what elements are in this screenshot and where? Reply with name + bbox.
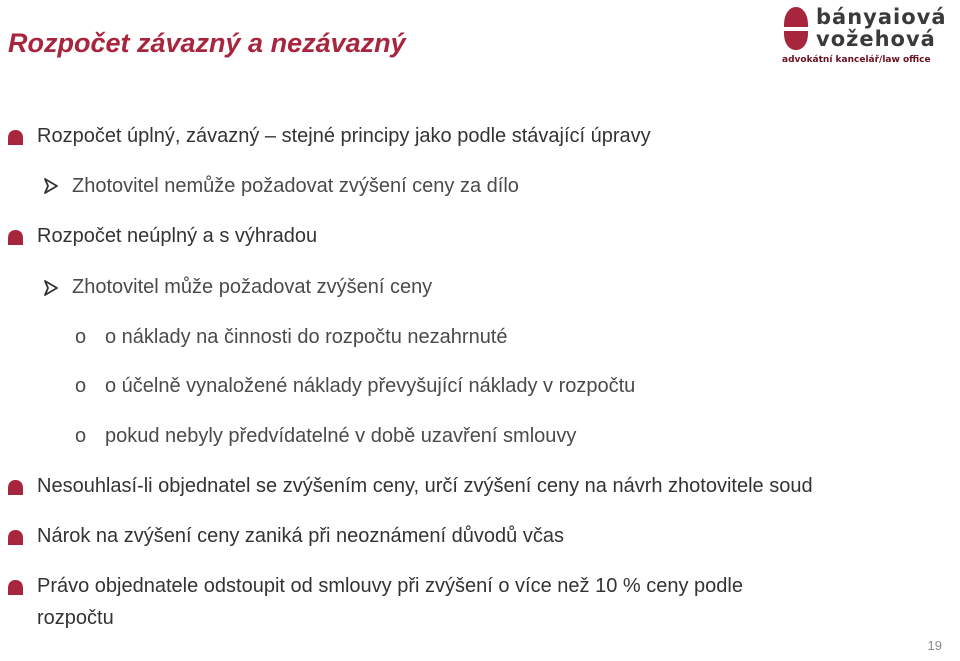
bullet-o: o [75,375,87,397]
list-item: Rozpočet neúplný a s výhradou [37,225,318,247]
bullet-o: o [75,326,87,348]
logo-subtitle: advokátní kancelář/law office [782,55,931,65]
logo-name-line2: vožehová [816,27,936,51]
red-shape-icon [7,129,24,146]
list-item: o účelně vynaložené náklady převyšující náklady v rozpočtu [105,375,636,397]
list-item: Zhotovitel nemůže požadovat zvýšení ceny za dílo [72,175,519,197]
red-shape-icon [7,529,24,546]
list-item: pokud nebyly předvídatelné v době uzavření smlouvy [105,425,577,447]
logo-name-line1: bányaiová [816,5,947,29]
list-item: Právo objednatele odstoupit od smlouvy při zvýšení o více než 10 % ceny podle [37,575,743,597]
bullet-o: o [75,425,87,447]
slide-title: Rozpočet závazný a nezávazný [8,28,406,58]
arrow-icon [43,178,59,194]
logo-mark-icon [782,5,810,51]
list-item: Rozpočet úplný, závazný – stejné principy jako podle stávající úpravy [37,125,651,147]
red-shape-icon [7,579,24,596]
red-shape-icon [7,479,24,496]
page-number: 19 [927,638,942,653]
list-item: Nesouhlasí-li objednatel se zvýšením ceny, určí zvýšení ceny na návrh zhotovitele soud [37,475,813,497]
list-item: Zhotovitel může požadovat zvýšení ceny [72,276,433,298]
list-item: o náklady na činnosti do rozpočtu nezahrnuté [105,326,508,348]
arrow-icon [43,280,59,296]
list-item-continuation: rozpočtu [37,607,114,629]
list-item: Nárok na zvýšení ceny zaniká při neoznámení důvodů včas [37,525,564,547]
company-logo [782,3,952,67]
red-shape-icon [7,229,24,246]
